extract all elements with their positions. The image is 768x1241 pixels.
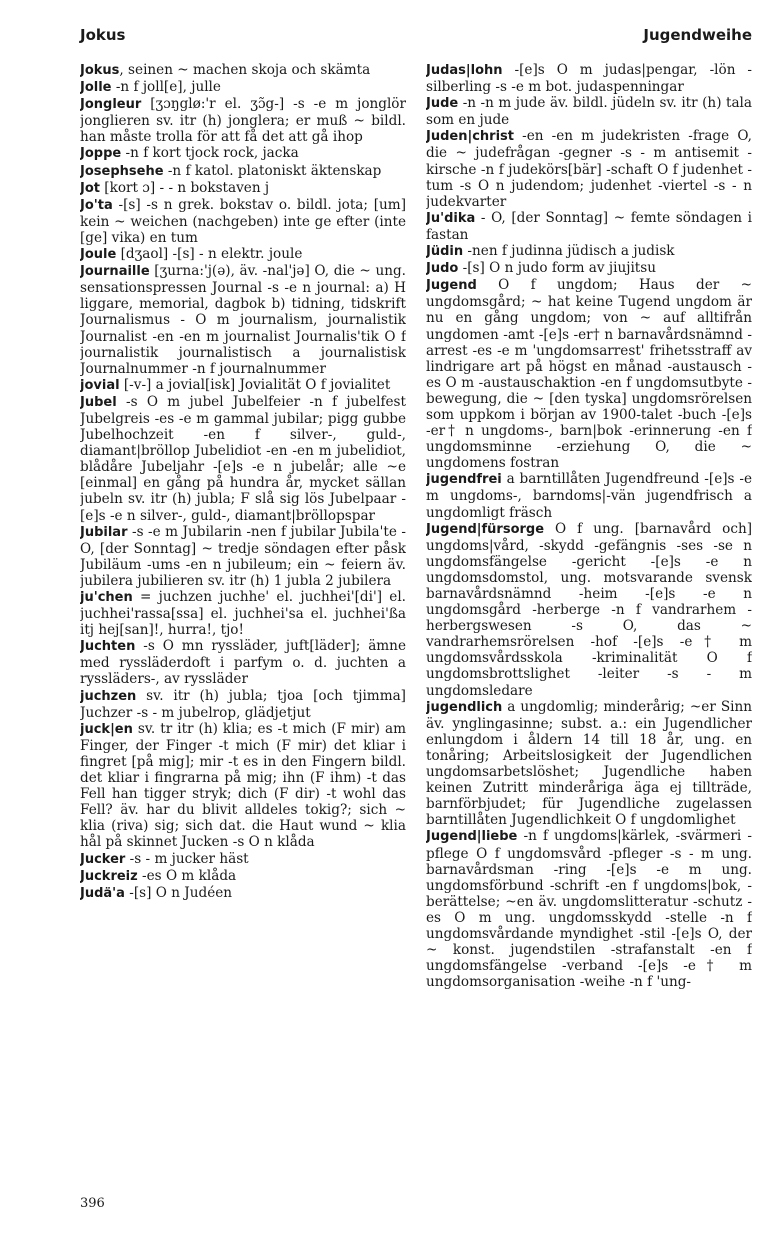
entry-definition: [-v-] a jovial[isk] Jovialität O f jovialitet bbox=[119, 376, 391, 393]
dictionary-entry bbox=[426, 62, 752, 95]
dictionary-entry bbox=[80, 721, 406, 851]
entry-headword: Journaille bbox=[80, 264, 150, 280]
entry-definition: -[e]s O m judas|pengar, -lön -silberling -s -e m bot. judaspenningar bbox=[426, 62, 752, 96]
running-header bbox=[80, 26, 752, 50]
entry-headword: Jude bbox=[426, 96, 459, 112]
entry-headword: jugendlich bbox=[426, 699, 503, 715]
entry-definition: a ungdomlig; minderårig; ~er Sinn äv. ynglingasinne; subst. a.: ein Jugendlicher enlungdom i åldern 14 till 18 år, ung. en tonåring; Arbeitslosigkeit der Jugendlichen ungdomsarbetslöshet; Jugendliche haben keinen Zutritt minderåriga äga ej tillträde, barnförbjudet; für Jugendliche zugelassen barntillåten Jugendlichkeit O f ungdomlighet bbox=[426, 698, 752, 829]
dictionary-entry bbox=[426, 243, 752, 260]
entry-headword: Judä'a bbox=[80, 885, 125, 901]
entry-definition: , seinen ~ machen skoja och skämta bbox=[119, 62, 371, 78]
header-first-word: Jokus bbox=[80, 26, 126, 44]
entry-definition: [ʒɔŋglø:'r el. ʒɔ̃g-] -s -e m jonglör jonglieren sv. itr (h) jonglera; er muß ~ bildl. han måste trolla för att få det att gå ihop bbox=[80, 96, 406, 146]
entry-headword: Juckreiz bbox=[80, 868, 138, 884]
entry-headword: Joppe bbox=[80, 146, 122, 162]
entry-definition: -en -en m judekristen -frage O, die ~ judefrågan -gegner -s - m antisemit -kirsche -n f judekörs[bär] -schaft O f judenhet -tum -s O n judendom; judenhet -viertel -s - n judekvarter bbox=[426, 128, 752, 210]
entry-headword: Jugend|fürsorge bbox=[426, 521, 545, 537]
entry-definition: sv. itr (h) jubla; tjoa [och tjimma] Juchzer -s - m jubelrop, glädjetjut bbox=[80, 687, 406, 721]
dictionary-entry bbox=[80, 246, 406, 263]
entry-headword: Jongleur bbox=[80, 97, 142, 113]
entry-headword: juchzen bbox=[80, 688, 137, 704]
right-column bbox=[426, 62, 752, 1212]
dictionary-entry bbox=[426, 260, 752, 277]
entry-headword: Jolle bbox=[80, 80, 112, 96]
entry-definition: -nen f judinna jüdisch a judisk bbox=[463, 243, 675, 260]
entry-headword: ju'chen bbox=[80, 590, 133, 605]
entry-definition: -[s] -s n grek. bokstav o. bildl. jota; [um] kein ~ weichen (nachgeben) inte ge efter (inte [ge] vika) en tum bbox=[80, 196, 406, 246]
entry-definition: O f ungdom; Haus der ~ ungdomsgård; ~ hat keine Tugend ungdom är nu en gång ungdom; von ~ auf alltifrån ungdomen -amt -[e]s -er† n barnavårdsnämnd -arrest -es -e m 'ungdomsarrest' frihetsstraff av lindrigare art på högst en månad -austausch -es O m -austauschaktion -en f ungdomsutbyte -bewegung, die ~ [den tyska] ungdomsrörelsen som uppkom i början av 1900-talet -buch -[e]s -er† n ungdoms-, barn|bok -erinnerung -en f ungdomsminne -erziehung O, die ~ ungdomens fostran bbox=[426, 277, 752, 472]
entry-definition: -s O mn ryssläder, juft[läder]; ämne med ryssläderdoft i parfym o. d. juchten a ryssläders-, av ryssläder bbox=[80, 638, 406, 688]
header-last-word: Jugendweihe bbox=[643, 26, 752, 44]
page-number: 396 bbox=[80, 1196, 105, 1211]
entry-headword: Jugend bbox=[426, 278, 477, 294]
entry-definition: = juchzen juchhe' el. juchhei'[di'] el. juchhei'rassa[ssa] el. juchhei'sa el. juchhei'ßa itj hej[san]!, hurra!, tjo! bbox=[80, 589, 406, 639]
entry-headword: jugendfrei bbox=[426, 472, 502, 488]
dictionary-entry bbox=[426, 95, 752, 128]
dictionary-entry bbox=[80, 263, 406, 377]
entry-definition: -s -e m Jubilarin -nen f jubilar Jubila'te - O, [der Sonntag] ~ tredje söndagen efter påsk Jubiläum -ums -en n jubileum; ein ~ feiern äv. jubilera jubilieren sv. itr (h) 1 jubla 2 jubilera bbox=[80, 523, 406, 589]
entry-headword: Joule bbox=[80, 247, 117, 263]
dictionary-entry bbox=[426, 699, 752, 829]
entry-headword: Jubilar bbox=[80, 524, 128, 540]
entry-headword: Jugend|liebe bbox=[426, 829, 518, 845]
dictionary-entry bbox=[80, 868, 406, 885]
entry-definition: -es O m klåda bbox=[137, 867, 237, 884]
dictionary-entry bbox=[80, 62, 406, 79]
entry-headword: Juchten bbox=[80, 639, 136, 655]
dictionary-entry bbox=[426, 521, 752, 699]
entry-definition: -n f katol. platoniskt äktenskap bbox=[163, 162, 382, 179]
dictionary-entry bbox=[80, 180, 406, 197]
entry-definition: -[s] O n judo form av jiujitsu bbox=[458, 260, 656, 277]
dictionary-entry bbox=[80, 197, 406, 246]
entry-headword: Jot bbox=[80, 180, 100, 196]
entry-headword: Judas|lohn bbox=[426, 63, 503, 78]
dictionary-entry bbox=[80, 885, 406, 902]
dictionary-entry bbox=[80, 688, 406, 721]
entry-headword: jovial bbox=[80, 377, 120, 393]
entry-headword: Jubel bbox=[80, 394, 117, 410]
dictionary-entry bbox=[80, 851, 406, 868]
dictionary-entry bbox=[80, 524, 406, 589]
entry-definition: -n f joll[e], julle bbox=[111, 79, 221, 96]
entry-definition: sv. tr itr (h) klia; es -t mich (F mir) am Finger, der Finger -t mich (F mir) det kliar i fingret [på mig]; mir -t es in den Fingern bildl. det kliar i fingrarna på mig; ihn (F ihm) -t das Fell han tigger stryk; dich (F dir) -t wohl das Fell? äv. har du blivit alldeles tokig?; sich ~ klia (riva) sig; sich dat. die Haut wund ~ klia hål på skinnet Jucken -s O n klåda bbox=[80, 720, 406, 851]
entry-headword: Jucker bbox=[80, 851, 126, 867]
dictionary-entry bbox=[80, 589, 406, 638]
left-column bbox=[80, 62, 406, 1192]
entry-definition: -s - m jucker häst bbox=[125, 850, 249, 867]
entry-headword: Judo bbox=[426, 261, 459, 277]
dictionary-entry bbox=[80, 145, 406, 162]
entry-headword: juck|en bbox=[80, 721, 133, 737]
entry-headword: Juden|christ bbox=[426, 129, 514, 145]
entry-definition: -s O m jubel Jubelfeier -n f jubelfest Jubelgreis -es -e m gammal jubilar; pigg gubbe Jubelhochzeit -en f silver-, guld-, diamant|bröllop Jubelidiot -en -en m jubelidiot, blådåre Jubeljahr -[e]s -e n jubelår; alle ~e [einmal] en gång på hundra år, mycket sällan jubeln sv. itr (h) jubla; F slå sig lös Jubelpaar -[e]s -e n silver-, guld-, diamant|bröllopspar bbox=[80, 393, 406, 524]
dictionary-entry bbox=[80, 377, 406, 394]
entry-definition: [ʒurna:'j(ə), äv. -nal'jə] O, die ~ ung. sensationspressen Journal -s -e n journal: a) H liggare, memorial, dagbok b) tidning, tidskrift Journalismus - O m journalism, journalistik Journalist -en -en m journalist Journalis'tik O f journalistik journalistisch a journalistisk Journalnummer -n f journalnummer bbox=[80, 263, 406, 377]
entry-definition: a barntillåten Jugendfreund -[e]s -e m ungdoms-, barndoms|-vän jugendfrisch a ungdomligt fräsch bbox=[426, 471, 752, 521]
dictionary-entry bbox=[426, 828, 752, 990]
dictionary-entry bbox=[426, 210, 752, 243]
dictionary-entry bbox=[426, 128, 752, 209]
dictionary-entry bbox=[426, 471, 752, 520]
entry-definition: - O, [der Sonntag] ~ femte söndagen i fastan bbox=[426, 209, 752, 243]
dictionary-entry bbox=[80, 96, 406, 145]
entry-definition: [kort ɔ] - - n bokstaven j bbox=[99, 179, 270, 196]
entry-definition: -n f kort tjock rock, jacka bbox=[121, 145, 299, 162]
dictionary-entry bbox=[80, 638, 406, 687]
entry-definition: [dʒaol] -[s] - n elektr. joule bbox=[116, 246, 303, 263]
entry-definition: -n -n m jude äv. bildl. jüdeln sv. itr (h) tala som en jude bbox=[426, 95, 752, 129]
entry-definition: -[s] O n Judéen bbox=[124, 884, 233, 901]
dictionary-entry bbox=[80, 163, 406, 180]
entry-definition: O f ung. [barnavård och] ungdoms|vård, -skydd -gefängnis -ses -se n ungdomsfängelse -gericht -[e]s -e n ungdomsdomstol, ung. motsvarande svensk barnavårdsnämnd -heim -[e]s -e n ungdomsgård -herberge -n f vandrarhem -herbergswesen -s O, das ~ vandrarhemsrörelsen -hof -[e]s -e† m ungdomsvårdsskola -kriminalität O f ungdomsbrottslighet -leiter -s - m ungdomsledare bbox=[426, 520, 752, 699]
entry-headword: Josephsehe bbox=[80, 163, 164, 179]
entry-headword: Jokus bbox=[80, 63, 120, 78]
entry-definition: -n f ungdoms|kärlek, -svärmeri -pflege O f ungdomsvård -pfleger -s - m ung. barnavårdsman -ring -[e]s -e m ung. ungdomsförbund -schrift -en f ungdoms|bok, -berättelse; ~en äv. ungdomslitteratur -schutz -es O m ung. ungdomsskydd -stelle -n f ungdomsvårdande myndighet -stil -[e]s O, der ~ konst. jugendstilen -strafanstalt -en f ungdomsfängelse -verband -[e]s -e† m ungdomsorganisation -weihe -n f 'ung- bbox=[426, 828, 752, 991]
entry-headword: Ju'dika bbox=[426, 210, 476, 226]
entry-headword: Jüdin bbox=[426, 244, 464, 260]
dictionary-entry bbox=[426, 277, 752, 471]
entry-headword: Jo'ta bbox=[80, 197, 113, 213]
dictionary-entry bbox=[80, 79, 406, 96]
dictionary-entry bbox=[80, 394, 406, 524]
